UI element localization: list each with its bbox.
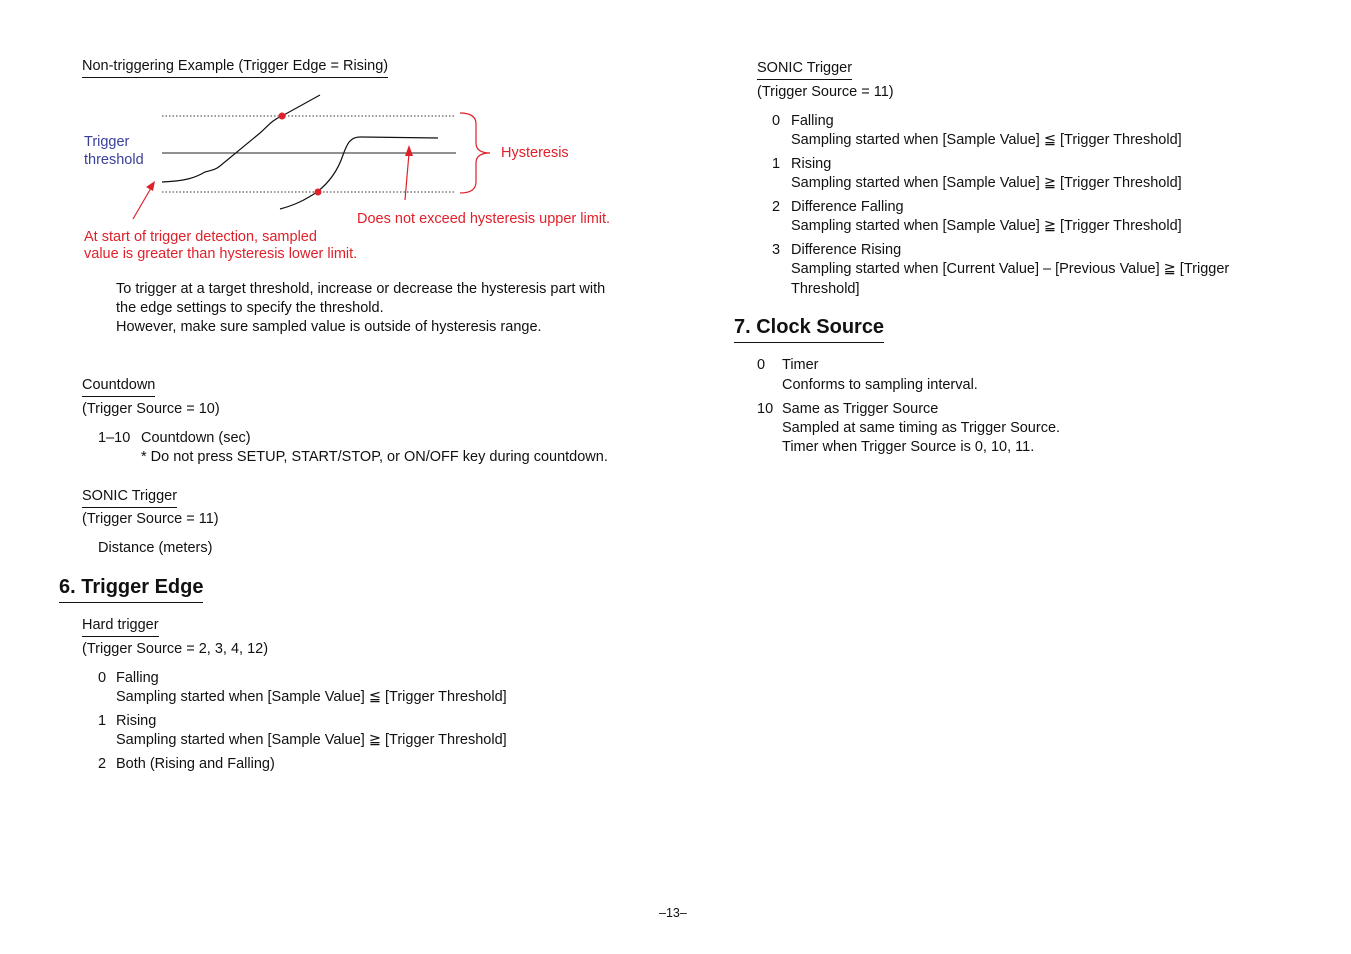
threshold-label-line1: Trigger bbox=[84, 134, 130, 150]
edge-item-num: 0 bbox=[98, 670, 107, 686]
lower-limit-note-line1: At start of trigger detection, sampled bbox=[84, 229, 317, 245]
section7-title: 7. Clock Source bbox=[734, 315, 884, 343]
hard-trigger-source: (Trigger Source = 2, 3, 4, 12) bbox=[82, 641, 269, 657]
sonic-item-desc: Sampling started when [Current Value] – [Previous Value] ≧ [Trigger bbox=[791, 261, 1230, 277]
sonic-item-label: Difference Falling bbox=[791, 199, 904, 215]
body-text-line2: the edge settings to specify the threshold. bbox=[116, 300, 384, 316]
sonic-item-label: Rising bbox=[791, 156, 832, 172]
countdown-source: (Trigger Source = 10) bbox=[82, 401, 220, 417]
diagram-heading: Non-triggering Example (Trigger Edge = Rising) bbox=[82, 57, 388, 78]
page-number: –13– bbox=[659, 906, 687, 920]
sonic-item-desc: Sampling started when [Sample Value] ≧ [Trigger Threshold] bbox=[791, 218, 1182, 234]
sonic-right-source: (Trigger Source = 11) bbox=[757, 84, 894, 100]
clock-item-num: 0 bbox=[757, 357, 766, 373]
hysteresis-brace bbox=[460, 113, 490, 193]
sonic-item-desc: Sampling started when [Sample Value] ≦ [Trigger Threshold] bbox=[791, 132, 1182, 148]
sonic-item-label: Difference Rising bbox=[791, 242, 902, 258]
edge-item-label: Both (Rising and Falling) bbox=[116, 756, 275, 772]
threshold-label-line2: threshold bbox=[84, 152, 144, 168]
lower-limit-arrow bbox=[133, 188, 151, 219]
upper-crossing-dot bbox=[279, 113, 286, 120]
edge-item-label: Falling bbox=[116, 670, 159, 686]
sonic-item-num: 1 bbox=[772, 156, 781, 172]
signal-curve-1 bbox=[162, 95, 320, 182]
sonic-item-num: 0 bbox=[772, 113, 781, 129]
sonic-item-num: 3 bbox=[772, 242, 781, 258]
sonic-item-label: Falling bbox=[791, 113, 834, 129]
section6-title: 6. Trigger Edge bbox=[59, 575, 203, 603]
sonic-right-heading: SONIC Trigger bbox=[757, 59, 852, 80]
upper-limit-arrowhead bbox=[405, 145, 413, 156]
clock-item-num: 10 bbox=[757, 401, 774, 417]
sonic-left-source: (Trigger Source = 11) bbox=[82, 511, 219, 527]
edge-item-desc: Sampling started when [Sample Value] ≧ [Trigger Threshold] bbox=[116, 732, 507, 748]
hard-trigger-heading: Hard trigger bbox=[82, 616, 159, 637]
sonic-item-desc-cont: Threshold] bbox=[791, 281, 860, 297]
upper-limit-arrow bbox=[405, 153, 409, 200]
edge-item-label: Rising bbox=[116, 713, 157, 729]
lower-limit-arrowhead bbox=[146, 181, 155, 191]
edge-item-desc: Sampling started when [Sample Value] ≦ [Trigger Threshold] bbox=[116, 689, 507, 705]
clock-item-desc: Sampled at same timing as Trigger Source. bbox=[782, 420, 1061, 436]
countdown-label: Countdown (sec) bbox=[141, 430, 251, 446]
countdown-heading: Countdown bbox=[82, 376, 155, 397]
lower-crossing-dot bbox=[315, 189, 322, 196]
countdown-range: 1–10 bbox=[98, 430, 131, 446]
sonic-left-item: Distance (meters) bbox=[98, 540, 213, 556]
countdown-note: * Do not press SETUP, START/STOP, or ON/OFF key during countdown. bbox=[141, 449, 608, 465]
signal-curve-2 bbox=[280, 137, 438, 209]
body-text-line1: To trigger at a target threshold, increase or decrease the hysteresis part with bbox=[116, 281, 606, 297]
clock-item-desc: Conforms to sampling interval. bbox=[782, 377, 978, 393]
hysteresis-label: Hysteresis bbox=[501, 145, 569, 161]
lower-limit-note-line2: value is greater than hysteresis lower limit. bbox=[84, 246, 358, 262]
body-text-line3: However, make sure sampled value is outside of hysteresis range. bbox=[116, 319, 542, 335]
clock-item-label: Timer bbox=[782, 357, 819, 373]
sonic-item-num: 2 bbox=[772, 199, 781, 215]
clock-item-desc-cont: Timer when Trigger Source is 0, 10, 11. bbox=[782, 439, 1035, 455]
clock-item-label: Same as Trigger Source bbox=[782, 401, 939, 417]
upper-limit-note: Does not exceed hysteresis upper limit. bbox=[357, 211, 611, 227]
edge-item-num: 1 bbox=[98, 713, 107, 729]
sonic-left-heading: SONIC Trigger bbox=[82, 487, 177, 508]
edge-item-num: 2 bbox=[98, 756, 107, 772]
sonic-item-desc: Sampling started when [Sample Value] ≧ [Trigger Threshold] bbox=[791, 175, 1182, 191]
